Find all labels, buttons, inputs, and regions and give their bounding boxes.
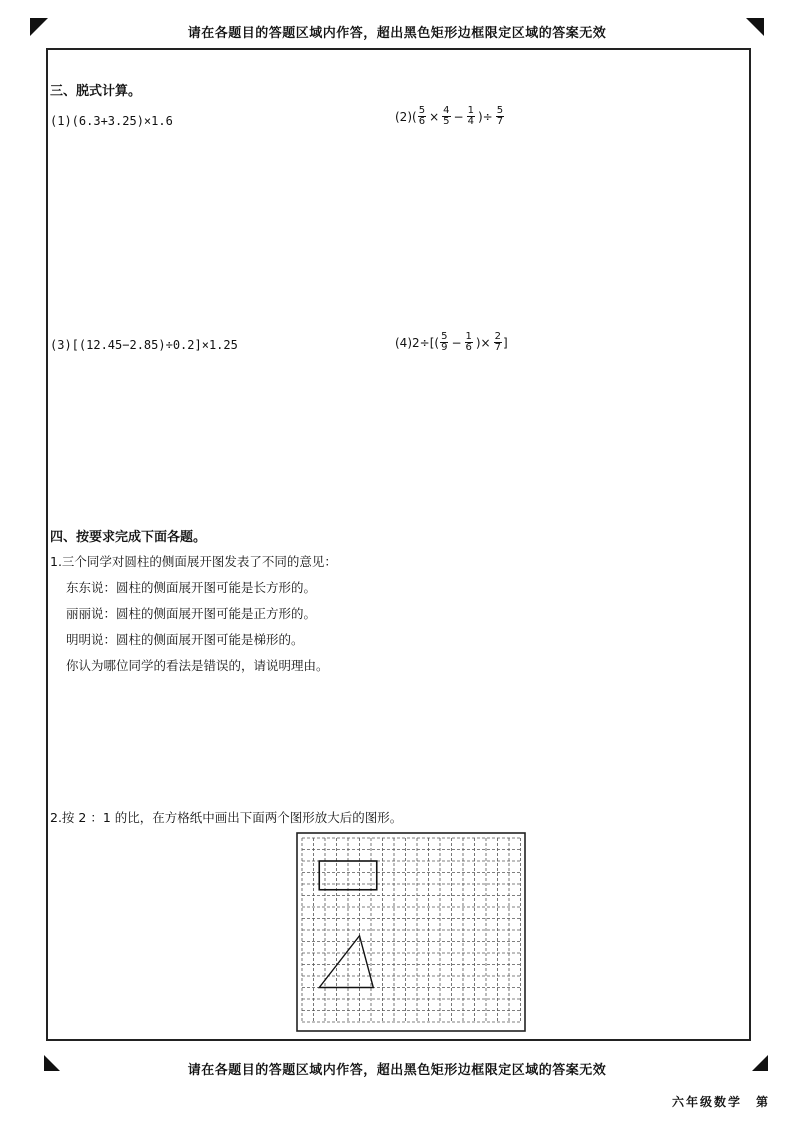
grid-outer-border — [297, 833, 525, 1031]
question-3: (3)[(12.45−2.85)÷0.2]×1.25 — [50, 338, 238, 352]
q2-frac4: $\frac{5}{7}$ — [496, 105, 504, 127]
footer-note: 请在各题目的答题区域内作答，超出黑色矩形边框限定区域的答案无效 — [187, 1063, 607, 1078]
q4-frac1: $\frac{5}{9}$ — [441, 331, 448, 353]
problem-1-intro: 1.三个同学对圆柱的侧面展开图发表了不同的意见： — [50, 554, 337, 569]
opinion-lili: 丽丽说：圆柱的侧面展开图可能是正方形的。 — [66, 606, 317, 621]
page-label: 六年级数学 第 — [672, 1095, 771, 1109]
grid-paper[interactable] — [296, 832, 526, 1032]
question-1: (1)(6.3+3.25)×1.6 — [50, 114, 173, 128]
q4-frac2: $\frac{1}{6}$ — [465, 331, 472, 353]
problem-1-question: 你认为哪位同学的看法是错误的，请说明理由。 — [66, 658, 329, 673]
problem-2-intro: 2.按 2 ：1 的比，在方格纸中画出下面两个图形放大后的图形。 — [50, 810, 403, 825]
opinion-dongdong: 东东说：圆柱的侧面展开图可能是长方形的。 — [66, 580, 317, 595]
q2-frac1: $\frac{5}{6}$ — [418, 105, 426, 127]
q2-prefix: (2)( — [395, 109, 417, 124]
q4-frac3: $\frac{2}{7}$ — [494, 331, 501, 353]
q2-frac3: $\frac{1}{4}$ — [467, 105, 474, 127]
section4-title: 四、按要求完成下面各题。 — [50, 530, 207, 545]
question-4: (4)2÷[( $\frac{5}{9}$ − $\frac{1}{6}$ )× $\frac{2}{7}$ ] — [395, 331, 508, 353]
opinion-mingming: 明明说：圆柱的侧面展开图可能是梯形的。 — [66, 632, 304, 647]
question-2: (2)( $\frac{5}{6}$ × $\frac{4}{5}$ − $\frac{1}{4}$ )÷ $\frac{5}{7}$ — [395, 105, 504, 127]
q2-frac2: $\frac{4}{5}$ — [443, 105, 450, 127]
header-note: 请在各题目的答题区域内作答，超出黑色矩形边框限定区域的答案无效 — [187, 26, 607, 41]
section3-title: 三、脱式计算。 — [50, 84, 142, 99]
triangle-shape — [319, 936, 373, 988]
